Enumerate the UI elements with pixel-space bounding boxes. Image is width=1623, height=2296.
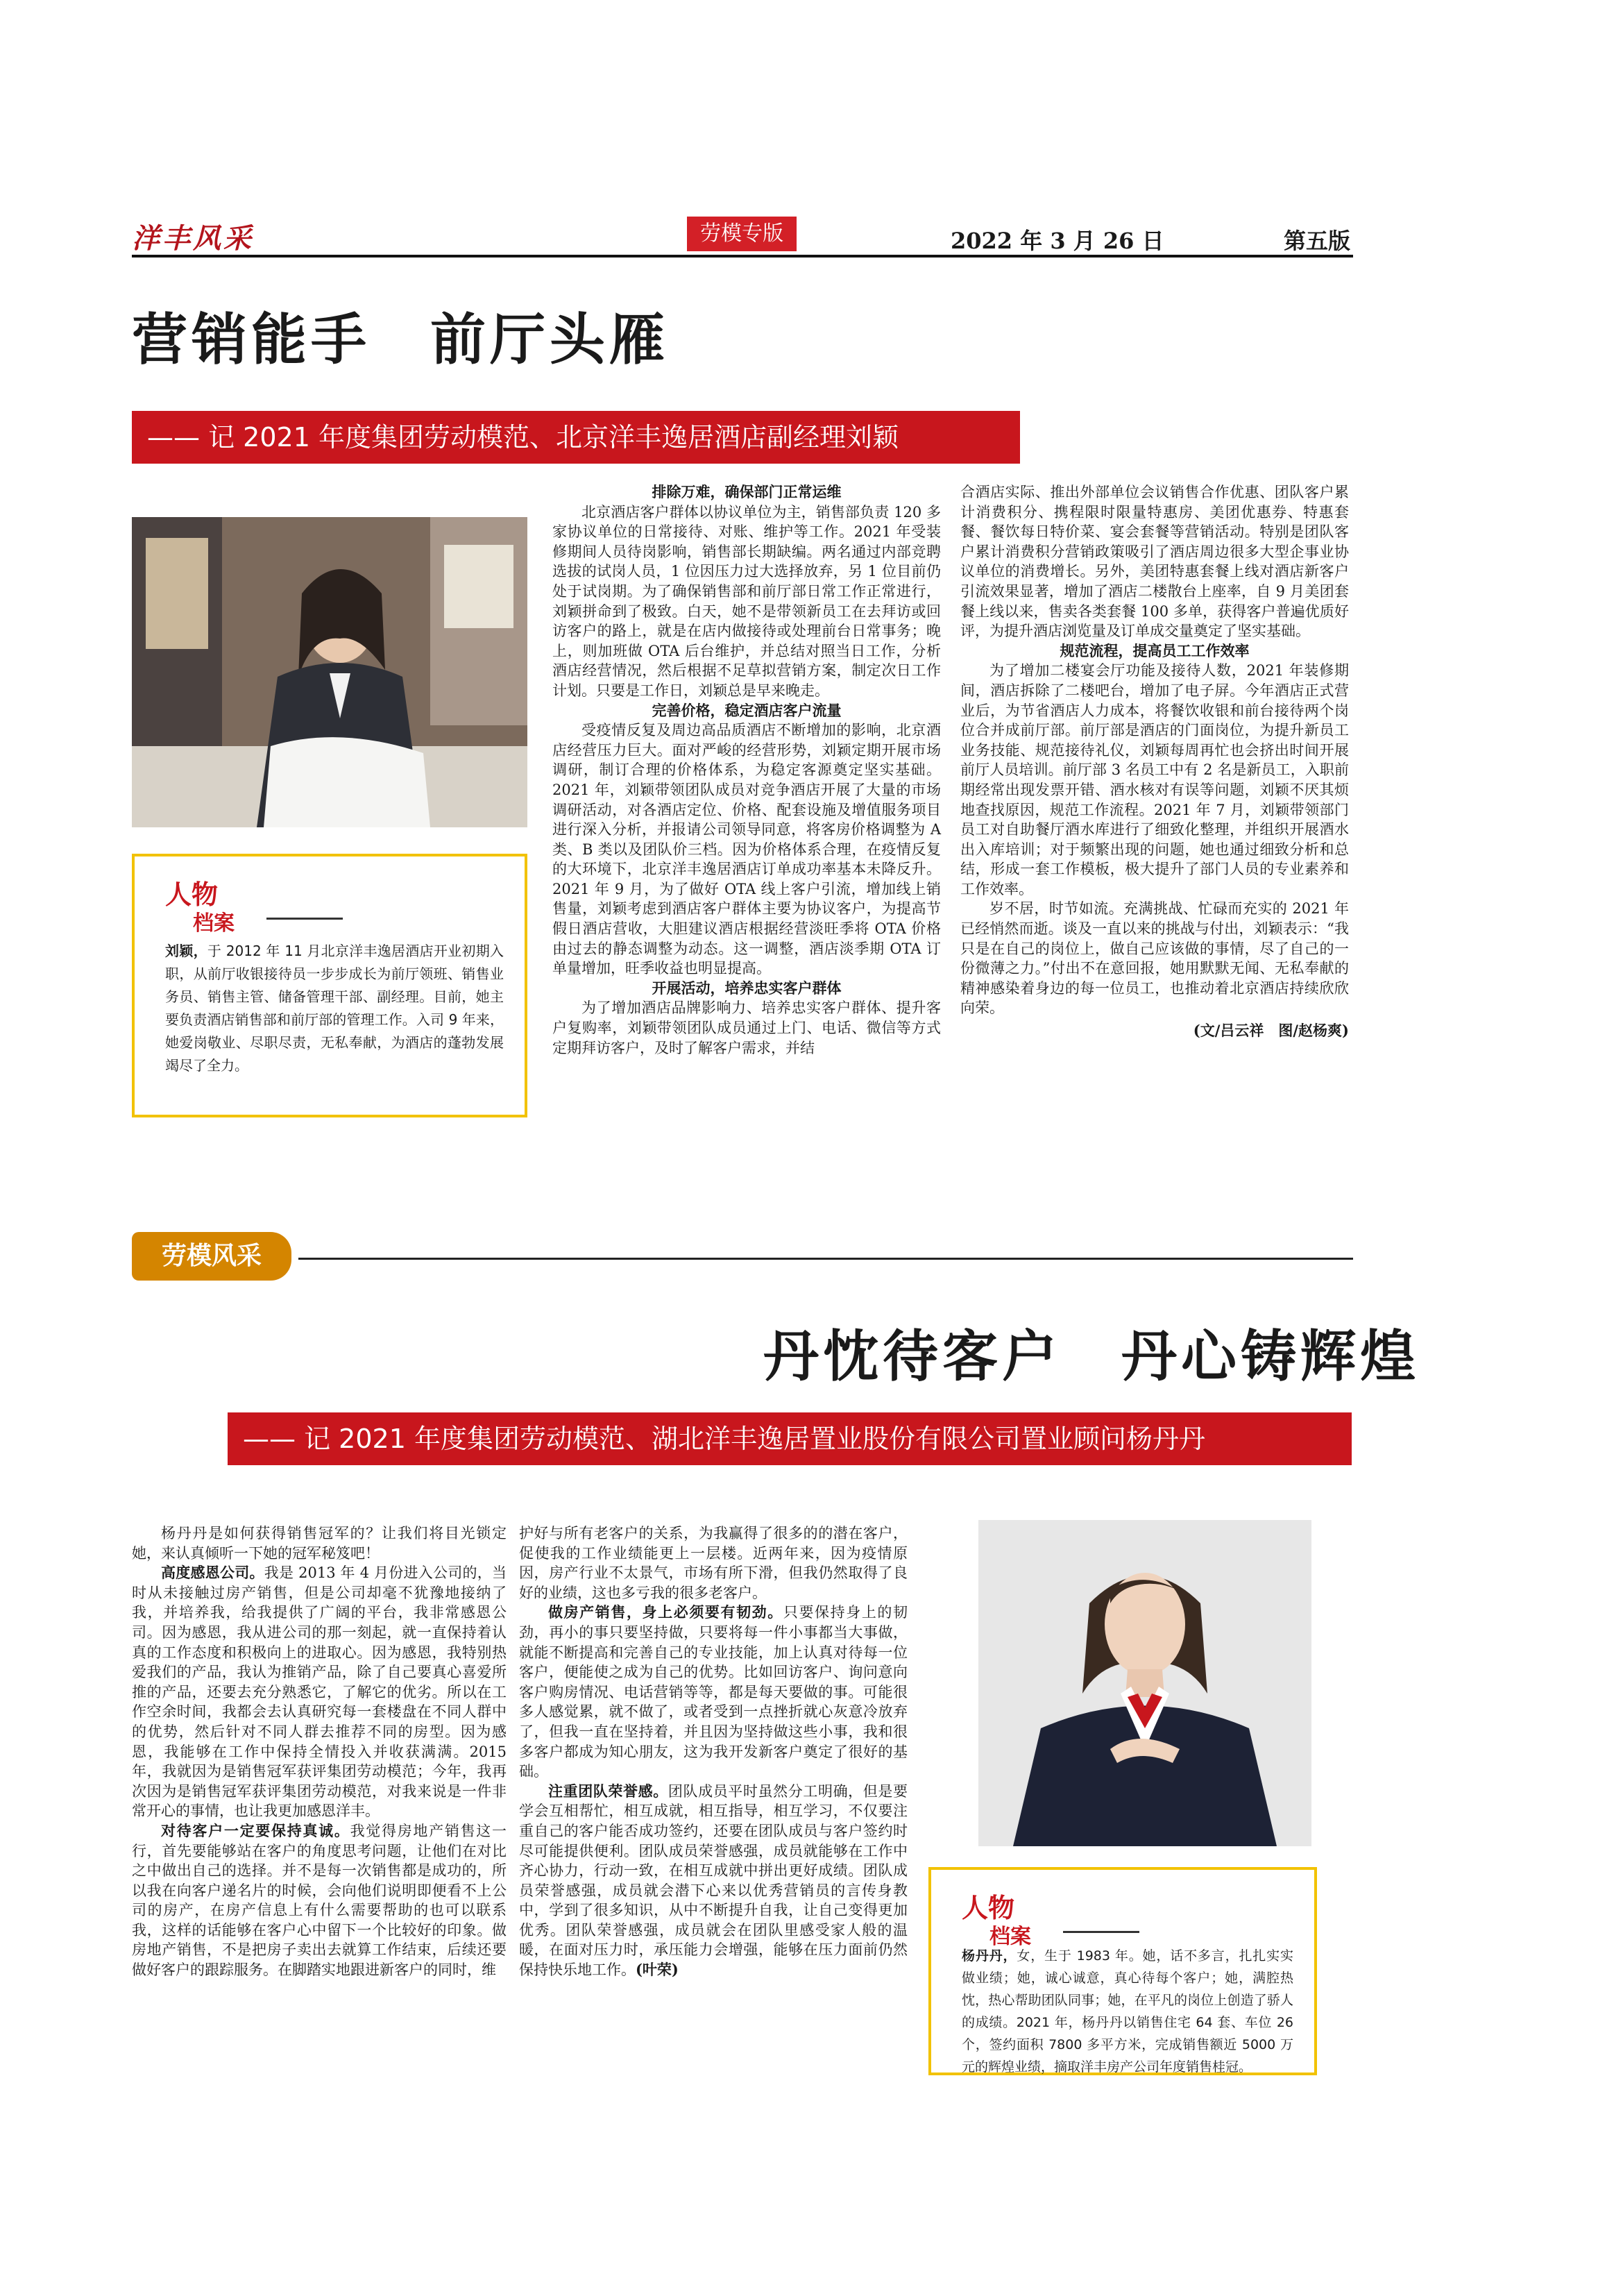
profile-underline	[266, 918, 343, 920]
article1-photo	[132, 517, 527, 827]
profile-text	[165, 940, 504, 1077]
profile-name: 杨丹丹，	[962, 1948, 1017, 1964]
paragraph-text: 团队成员平时虽然分工明确，但是要学会互相帮忙，相互成就，相互指导，相互学习，不仅要注重自己的客户能否成功签约，还要在团队成员与客户签约时尽可能提供便利。团队成员荣誉感强，成员就能够在工作中齐心协力，行动一致，在相互成就中拼出更好成绩。团队成员荣誉感强，成员就会潜下心来以优秀营销员的言传身教中，学到了很多知识，从中不断提升自我，让自己变得更加优秀。团队荣誉感强，成员就会在团队里感受家人般的温暖，在面对压力时，承压能力会增强，能够在压力面前仍然保持快乐地工作。	[519, 1782, 908, 1979]
article2-portrait-photo	[978, 1520, 1311, 1846]
profile-body: 女，生于 1983 年。她，话不多言，扎扎实实做业绩；她，诚心诚意，真心待每个客户；她，满腔热忱，热心帮助团队同事；她，在平凡的岗位上创造了骄人的成绩。2021 年，杨丹丹以销售住宅 64 套、车位 26 个，签约面积 7800 多平方米，完成销售额近 5000 万元的辉煌业绩，摘取洋丰房产公司年度销售桂冠。	[962, 1948, 1293, 2075]
subheading: 完善价格，稳定酒店客户流量	[652, 701, 842, 719]
paragraph-text: 我是 2013 年 4 月份进入公司的，当时从未接触过房产销售，但是公司却毫不犹豫地接纳了我，并培养我，给我提供了广阔的平台，我非常感恩公司。因为感恩，我从进公司的那一刻起，就一直保持着认真的工作态度和积极向上的进取心。因为感恩，我特别热爱我们的产品，我认为推销产品，除了自己要真心喜爱所推的产品，还要去充分熟悉它，了解它的优劣。所以在工作空余时间，我都会去认真研究每一套楼盘在不同人群中的优势，然后针对不同人群去推荐不同的房型。因为感恩，我能够在工作中保持全情投入并收获满满。2015 年，我就因为是销售冠军获评集团劳动模范；今年，我再次因为是销售冠军获评集团劳动模范，对我来说是一件非常开心的事情，也让我更加感恩洋丰。	[132, 1564, 507, 1820]
page-number: 第五版	[1284, 228, 1351, 254]
profile-subtitle: 档案	[989, 1925, 1031, 1949]
lead-phrase: 注重团队荣誉感。	[548, 1782, 668, 1800]
subheading: 规范流程，提高员工工作效率	[1060, 641, 1250, 659]
article1-column-1	[552, 482, 941, 1058]
subheading: 开展活动，培养忠实客户群体	[652, 979, 842, 997]
paragraph: 合酒店实际、推出外部单位会议销售合作优惠、团队客户累计消费积分、携程限时限量特惠房、美团优惠券、特惠套餐、餐饮每日特价菜、宴会套餐等营销活动。特别是团队客户累计消费积分营销政策吸引了酒店周边很多大型企事业协议单位的消费增长。另外，美团特惠套餐上线对酒店新客户引流效果显著，增加了酒店二楼散台上座率，自 9 月美团套餐上线以来，售卖各类套餐 100 多单，获得客户普遍优质好评，为提升酒店浏览量及订单成交量奠定了坚实基础。	[960, 484, 1349, 640]
lead-phrase: 对待客户一定要保持真诚。	[161, 1821, 350, 1839]
section-tag: 劳模风采	[132, 1232, 291, 1281]
profile-title: 人物	[165, 879, 219, 910]
paragraph: 北京酒店客户群体以协议单位为主，销售部负责 120 多家协议单位的日常接待、对账、维护等工作。2021 年受装修期间人员待岗影响，销售部长期缺编。两名通过内部竞聘选拔的试岗人员，1 位因压力过大选择放弃，另 1 位目前仍处于试岗期。为了确保销售部和前厅部日常工作正常进行，刘颖拼命到了极致。白天，她不是带领新员工在去拜访或回访客户的路上，就是在店内做接待或处理前台日常事务；晚上，则加班做 OTA 后台维护，并总结对照当日工作，分析酒店经营情况，然后根据不足草拟营销方案，制定次日工作计划。只要是工作日，刘颖总是早来晚走。	[552, 503, 941, 699]
subheading: 排除万难，确保部门正常运维	[652, 483, 842, 500]
paragraph	[519, 1603, 908, 1781]
paragraph-text: 只要保持身上的韧劲，再小的事只要坚持做，只要将每一件小事都当大事做，就能不断提高和完善自己的专业技能，加上认真对待每一位客户，便能使之成为自己的优势。比如回访客户、询问意向客户购房情况、电话营销等等，都是每天要做的事。可能很多人感觉累，就不做了，或者受到一点挫折就心灰意冷放弃了，但我一直在坚持着，并且因为坚持做这些小事，我和很多客户都成为知心朋友，这为我开发新客户奠定了很好的基础。	[519, 1604, 908, 1780]
paragraph	[132, 1821, 507, 1980]
paragraph-text: 我觉得房地产销售这一行，首先要能够站在客户的角度思考问题，让他们在对比之中做出自己的选择。并不是每一次销售都是成功的，所以我在向客户递名片的时候，会向他们说明即便看不上公司的房产，在房产信息上有什么需要帮助的也可以联系我，这样的话能够在客户心中留下一个比较好的印象。做房地产销售，不是把房子卖出去就算工作结束，后续还要做好客户的跟踪服务。在脚踏实地跟进新客户的同时，维	[132, 1822, 507, 1979]
article2-column-2	[519, 1523, 908, 1980]
profile-text	[962, 1945, 1293, 2078]
paragraph: 杨丹丹是如何获得销售冠军的？让我们将目光锁定她，来认真倾听一下她的冠军秘笈吧！	[132, 1525, 507, 1562]
profile-underline	[1063, 1931, 1139, 1933]
article2-subheadline: —— 记 2021 年度集团劳动模范、湖北洋丰逸居置业股份有限公司置业顾问杨丹丹	[228, 1412, 1352, 1465]
article1-byline: (文/吕云祥 图/赵杨爽)	[1193, 1022, 1349, 1040]
article2-profile-box	[928, 1867, 1317, 2075]
article1-headline: 营销能手 前厅头雁	[132, 307, 669, 372]
paragraph	[132, 1563, 507, 1821]
header-divider	[132, 255, 1353, 258]
profile-subtitle: 档案	[193, 911, 235, 936]
profile-heading	[962, 1886, 1031, 1950]
paragraph: 为了增加酒店品牌影响力、培养忠实客户群体、提升客户复购率，刘颖带领团队成员通过上门、电话、微信等方式定期拜访客户，及时了解客户需求，并结	[552, 999, 941, 1056]
lead-phrase: 做房产销售，身上必须要有韧劲。	[548, 1603, 783, 1621]
paragraph: 受疫情反复及周边高品质酒店不断增加的影响，北京酒店经营压力巨大。面对严峻的经营形势，刘颖定期开展市场调研，制订合理的价格体系，为稳定客源奠定坚实基础。2021 年，刘颖带领团队成员对竞争酒店开展了大量的市场调研活动，对各酒店定位、价格、配套设施及增值服务项目进行深入分析，并报请公司领导同意，将客房价格调整为 A 类、B 类以及团队价三档。因为价格体系合理，在疫情反复的大环境下，北京洋丰逸居酒店订单成功率基本未降反升。2021 年 9 月，为了做好 OTA 线上客户引流，增加线上销售量，刘颖考虑到酒店客户群体主要为协议客户，为提高节假日酒店营收，大胆建议酒店根据经营淡旺季将 OTA 价格由过去的静态调整为动态。这一调整，酒店淡季期 OTA 订单量增加，旺季收益也明显提高。	[552, 722, 941, 977]
profile-title: 人物	[962, 1893, 1015, 1923]
article1-column-2	[960, 482, 1349, 1041]
article2-column-1	[132, 1523, 507, 1980]
article2-headline: 丹忱待客户 丹心铸辉煌	[763, 1324, 1420, 1389]
paragraph: 为了增加二楼宴会厅功能及接待人数，2021 年装修期间，酒店拆除了二楼吧台，增加了电子屏。今年酒店正式营业后，为节省酒店人力成本，将餐饮收银和前台接待两个岗位合并成前厅部。前厅部是酒店的门面岗位，为提升新员工业务技能、规范接待礼仪，刘颖每周再忙也会挤出时间开展前厅人员培训。前厅部 3 名员工中有 2 名是新员工，入职前期经常出现发票开错、酒水核对有误等问题，刘颖不厌其烦地查找原因，规范工作流程。2021 年 7 月，刘颖带领部门员工对自助餐厅酒水库进行了细致化整理，并组织开展酒水出入库培训；对于频繁出现的问题，她也通过细致分析和总结，形成一套工作模板，极大提升了部门人员的专业素养和工作效率。	[960, 662, 1349, 897]
profile-heading	[165, 873, 235, 936]
profile-name: 刘颖，	[165, 943, 207, 959]
profile-body: 于 2012 年 11 月北京洋丰逸居酒店开业初期入职，从前厅收银接待员一步步成长为前厅领班、销售业务员、销售主管、储备管理干部、副经理。目前，她主要负责酒店销售部和前厅部的管理工作。入司 9 年来，她爱岗敬业、尽职尽责，无私奉献，为酒店的蓬勃发展竭尽了全力。	[165, 943, 504, 1074]
masthead-logo: 洋丰风采	[132, 222, 254, 255]
article2-author: (叶荣)	[636, 1961, 679, 1979]
paragraph	[519, 1782, 908, 1980]
issue-date: 2022 年 3 月 26 日	[951, 228, 1164, 254]
paragraph: 岁不居，时节如流。充满挑战、忙碌而充实的 2021 年已经悄然而逝。谈及一直以来的挑战与付出，刘颖表示：“我只是在自己的岗位上，做自己应该做的事情，尽了自己的一份微薄之力。”付出不在意回报，她用默默无闻、无私奉献的精神感染着身边的每一位员工，也推动着北京酒店持续欣欣向荣。	[960, 900, 1349, 1017]
section-divider	[298, 1258, 1353, 1260]
lead-phrase: 高度感恩公司。	[161, 1564, 264, 1582]
article1-subheadline: —— 记 2021 年度集团劳动模范、北京洋丰逸居酒店副经理刘颖	[132, 411, 1020, 464]
paragraph: 护好与所有老客户的关系，为我赢得了很多的的潜在客户，促使我的工作业绩能更上一层楼。近两年来，因为疫情原因，房产行业不太景气，市场有所下滑，但我仍然取得了良好的业绩，这也多亏我的很多老客户。	[519, 1525, 908, 1601]
edition-badge: 劳模专版	[687, 217, 797, 251]
article1-profile-box	[132, 854, 527, 1117]
